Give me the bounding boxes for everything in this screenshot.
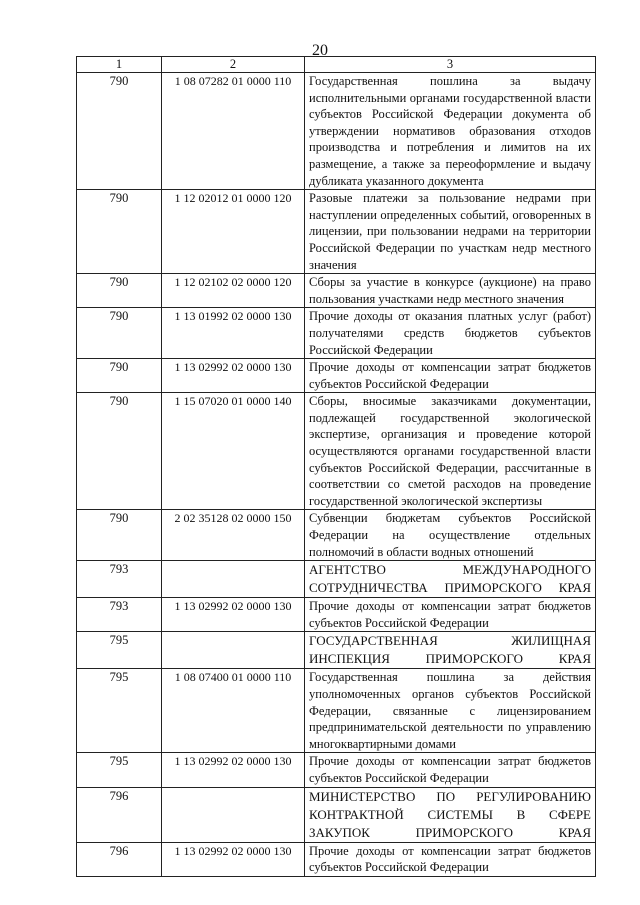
admin-code-cell: 790 [77,308,162,359]
description-cell: Разовые платежи за пользование недрами при наступлении определенных событий, оговоренных в лицензии, при пользовании недрами на территории Российской Федерации по участкам недр местного значения [305,190,596,274]
admin-code-cell: 790 [77,393,162,510]
table-header-row [77,57,596,73]
table-row [77,274,596,308]
table-row [77,393,596,510]
description-cell: ГОСУДАРСТВЕННАЯ ЖИЛИЩНАЯ ИНСПЕКЦИЯ ПРИМОРСКОГО КРАЯ [305,632,596,669]
admin-code-cell: 795 [77,669,162,753]
description-cell: Прочие доходы от оказания платных услуг (работ) получателями средств бюджетов субъектов Российской Федерации [305,308,596,359]
admin-code-cell: 790 [77,190,162,274]
table-row [77,787,596,842]
revenue-code-cell: 1 13 01992 02 0000 130 [162,308,305,359]
revenue-codes-table [76,56,596,877]
description-cell: Сборы за участие в конкурсе (аукционе) на право пользования участками недр местного значения [305,274,596,308]
revenue-code-cell: 1 13 02992 02 0000 130 [162,842,305,876]
admin-code-cell: 790 [77,73,162,190]
column-header-3: 3 [305,57,596,73]
admin-code-cell: 790 [77,274,162,308]
revenue-code-cell [162,561,305,598]
description-cell: Прочие доходы от компенсации затрат бюджетов субъектов Российской Федерации [305,598,596,632]
description-cell: Субвенции бюджетам субъектов Российской Федерации на осуществление отдельных полномочий в области водных отношений [305,510,596,561]
column-header-2: 2 [162,57,305,73]
table-row [77,308,596,359]
admin-code-cell: 790 [77,359,162,393]
table-row [77,73,596,190]
table-row [77,561,596,598]
description-cell: АГЕНТСТВО МЕЖДУНАРОДНОГО СОТРУДНИЧЕСТВА ПРИМОРСКОГО КРАЯ [305,561,596,598]
description-cell: Прочие доходы от компенсации затрат бюджетов субъектов Российской Федерации [305,753,596,787]
revenue-code-cell: 1 15 07020 01 0000 140 [162,393,305,510]
admin-code-cell: 793 [77,598,162,632]
description-cell: МИНИСТЕРСТВО ПО РЕГУЛИРОВАНИЮ КОНТРАКТНОЙ СИСТЕМЫ В СФЕРЕ ЗАКУПОК ПРИМОРСКОГО КРАЯ [305,787,596,842]
table-row [77,359,596,393]
table-row [77,632,596,669]
revenue-code-cell: 1 12 02012 01 0000 120 [162,190,305,274]
description-cell: Прочие доходы от компенсации затрат бюджетов субъектов Российской Федерации [305,842,596,876]
revenue-code-cell: 1 08 07282 01 0000 110 [162,73,305,190]
admin-code-cell: 790 [77,510,162,561]
description-cell: Сборы, вносимые заказчиками документации, подлежащей государственной экологической экспертизе, организация и проведение которой осуществляются органами государственной власти субъектов Российской Федерации, рассчитанные в соответствии со сметой расходов на проведение государственной экологической экспертизы [305,393,596,510]
revenue-code-cell: 2 02 35128 02 0000 150 [162,510,305,561]
revenue-code-cell: 1 13 02992 02 0000 130 [162,753,305,787]
revenue-code-cell: 1 08 07400 01 0000 110 [162,669,305,753]
revenue-code-cell: 1 12 02102 02 0000 120 [162,274,305,308]
revenue-code-cell [162,632,305,669]
revenue-code-cell: 1 13 02992 02 0000 130 [162,598,305,632]
table-row [77,669,596,753]
column-header-1: 1 [77,57,162,73]
page-number: 20 [312,42,328,59]
revenue-code-cell [162,787,305,842]
description-cell: Прочие доходы от компенсации затрат бюджетов субъектов Российской Федерации [305,359,596,393]
revenue-code-cell: 1 13 02992 02 0000 130 [162,359,305,393]
admin-code-cell: 795 [77,753,162,787]
table-row [77,753,596,787]
description-cell: Государственная пошлина за выдачу исполнительными органами государственной власти субъектов Российской Федерации документа об утверждении нормативов образования отходов производства и потребления и лимитов на их размещение, а также за переоформление и выдачу дубликата указанного документа [305,73,596,190]
table-row [77,842,596,876]
admin-code-cell: 793 [77,561,162,598]
table-row [77,510,596,561]
table-row [77,190,596,274]
admin-code-cell: 795 [77,632,162,669]
table-body [77,57,596,877]
table-row [77,598,596,632]
admin-code-cell: 796 [77,842,162,876]
admin-code-cell: 796 [77,787,162,842]
description-cell: Государственная пошлина за действия уполномоченных органов субъектов Российской Федерации, связанные с лицензированием предпринимательской деятельности по управлению многоквартирными домами [305,669,596,753]
